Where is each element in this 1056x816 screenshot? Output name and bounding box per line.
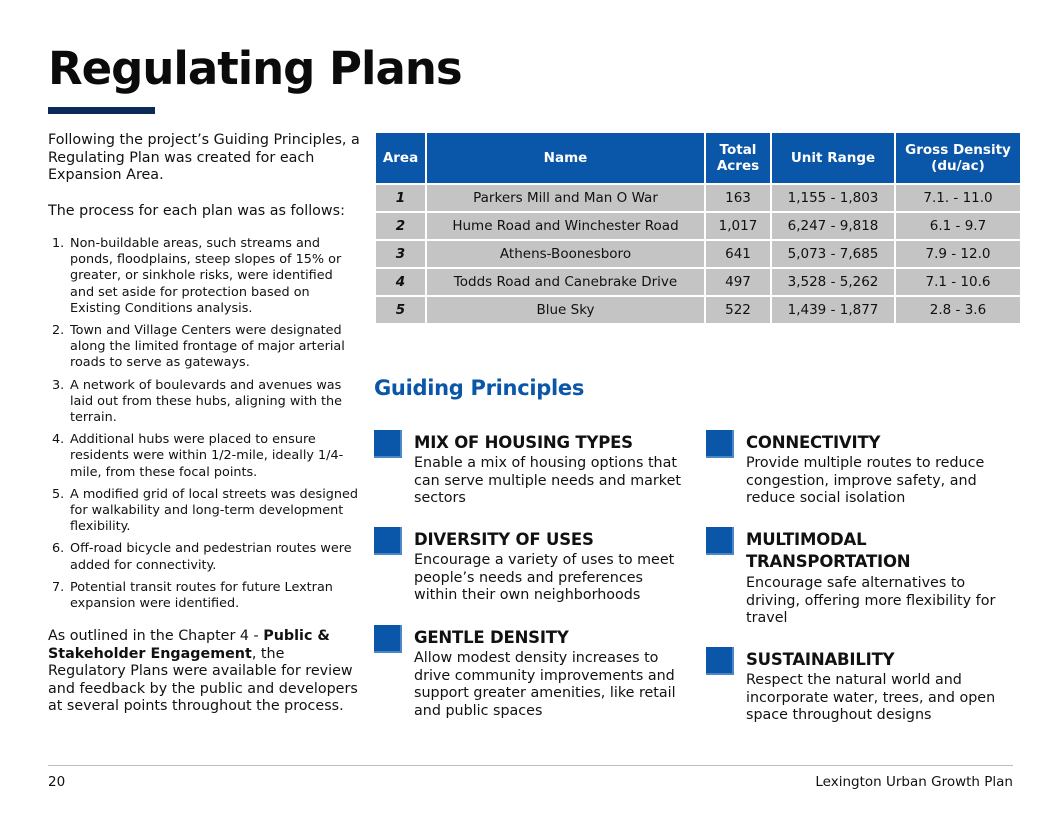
cell-name: Todds Road and Canebrake Drive [426,268,705,296]
cell-acres: 497 [705,268,771,296]
square-bullet-icon [706,430,734,458]
square-bullet-icon [374,625,402,653]
table-row [375,268,1021,296]
step-text: A modified grid of local streets was designed for walkability and long-term development flexibility. [70,486,358,535]
principle-description: Respect the natural world and incorporate water, trees, and open space throughout designs [746,672,996,724]
cell-density: 7.9 - 12.0 [895,240,1021,268]
cell-name: Blue Sky [426,296,705,324]
principle-description: Enable a mix of housing options that can serve multiple needs and market sectors [414,455,681,507]
step-number: 7. [52,579,65,595]
list-item [48,487,360,536]
header-gross-density: Gross Density (du/ac) [895,132,1021,184]
closing-post: , the Regulatory Plans were available for review and feedback by the public and developers at several points throughout the process. [48,645,358,715]
table-row [375,184,1021,212]
principle-title: MULTIMODAL TRANSPORTATION [746,530,911,571]
table-row [375,296,1021,324]
cell-acres: 522 [705,296,771,324]
cell-density: 7.1 - 10.6 [895,268,1021,296]
cell-area: 4 [375,268,426,296]
table-row [375,212,1021,240]
step-text: A network of boulevards and avenues was laid out from these hubs, aligning with the terrain. [70,377,343,426]
process-steps-list [48,236,360,612]
list-item [48,378,360,427]
cell-acres: 1,017 [705,212,771,240]
intro-paragraph: Following the project’s Guiding Principles, a Regulating Plan was created for each Expansion Area. [48,132,360,183]
principle-description: Provide multiple routes to reduce congestion, improve safety, and reduce social isolation [746,455,985,507]
cell-density: 6.1 - 9.7 [895,212,1021,240]
step-text: Non-buildable areas, such streams and ponds, floodplains, steep slopes of 15% or greater, or sinkhole risks, were identified and set aside for protection based on Existing Conditions analysis. [70,236,342,316]
header-unit-range: Unit Range [771,132,895,184]
square-bullet-icon [706,527,734,555]
page-number: 20 [48,774,66,790]
principle-title: CONNECTIVITY [746,433,881,452]
cell-density: 2.8 - 3.6 [895,296,1021,324]
step-text: Town and Village Centers were designated along the limited frontage of major arterial roads to serve as gateways. [70,323,345,371]
step-number: 1. [52,236,65,251]
principle-title: SUSTAINABILITY [746,650,895,669]
regulating-plans-table [374,131,1022,325]
cell-density: 7.1. - 11.0 [895,184,1021,212]
table-header-row [375,132,1021,184]
cell-area: 3 [375,240,426,268]
guiding-principles-heading: Guiding Principles [374,376,585,400]
cell-acres: 163 [705,184,771,212]
closing-paragraph [48,628,360,716]
page-title: Regulating Plans [48,42,462,95]
square-bullet-icon [374,430,402,458]
cell-acres: 641 [705,240,771,268]
principle-title: GENTLE DENSITY [414,628,569,647]
step-number: 5. [52,486,65,502]
cell-unit-range: 3,528 - 5,262 [771,268,895,296]
list-item [48,236,360,317]
process-intro: The process for each plan was as follows: [48,202,345,219]
list-item [48,432,360,481]
cell-name: Athens-Boonesboro [426,240,705,268]
footer-divider [48,765,1013,766]
step-number: 3. [52,377,65,393]
header-name: Name [426,132,705,184]
cell-unit-range: 5,073 - 7,685 [771,240,895,268]
list-item [48,541,360,573]
closing-pre: As outlined in the Chapter 4 - [48,628,264,645]
step-text: Off-road bicycle and pedestrian routes were added for connectivity. [70,541,352,573]
step-number: 6. [52,541,65,557]
principle-description: Allow modest density increases to drive community improvements and support greater amenities, like retail and public spaces [414,650,676,720]
step-text: Potential transit routes for future Lextran expansion were identified. [70,579,333,612]
step-number: 4. [52,432,65,448]
table-row [375,240,1021,268]
principle-title: MIX OF HOUSING TYPES [414,433,633,452]
step-text: Additional hubs were placed to ensure residents were within 1/2-mile, ideally 1/4-mile, from these focal points. [70,432,344,480]
step-number: 2. [52,323,65,339]
cell-area: 5 [375,296,426,324]
square-bullet-icon [706,647,734,675]
principle-title: DIVERSITY OF USES [414,530,594,549]
square-bullet-icon [374,527,402,555]
list-item [48,323,360,372]
principle-description: Encourage a variety of uses to meet people’s needs and preferences within their own neighborhoods [414,552,675,604]
principle-description: Encourage safe alternatives to driving, offering more flexibility for travel [746,575,996,627]
cell-area: 1 [375,184,426,212]
cell-unit-range: 6,247 - 9,818 [771,212,895,240]
header-area: Area [375,132,426,184]
document-name: Lexington Urban Growth Plan [815,774,1013,790]
cell-name: Parkers Mill and Man O War [426,184,705,212]
left-column [48,132,360,716]
title-underline [48,107,155,114]
header-total-acres: Total Acres [705,132,771,184]
cell-unit-range: 1,155 - 1,803 [771,184,895,212]
list-item [48,580,360,612]
cell-unit-range: 1,439 - 1,877 [771,296,895,324]
closing-bold: Public & Stakeholder Engagement [48,628,330,662]
cell-area: 2 [375,212,426,240]
cell-name: Hume Road and Winchester Road [426,212,705,240]
